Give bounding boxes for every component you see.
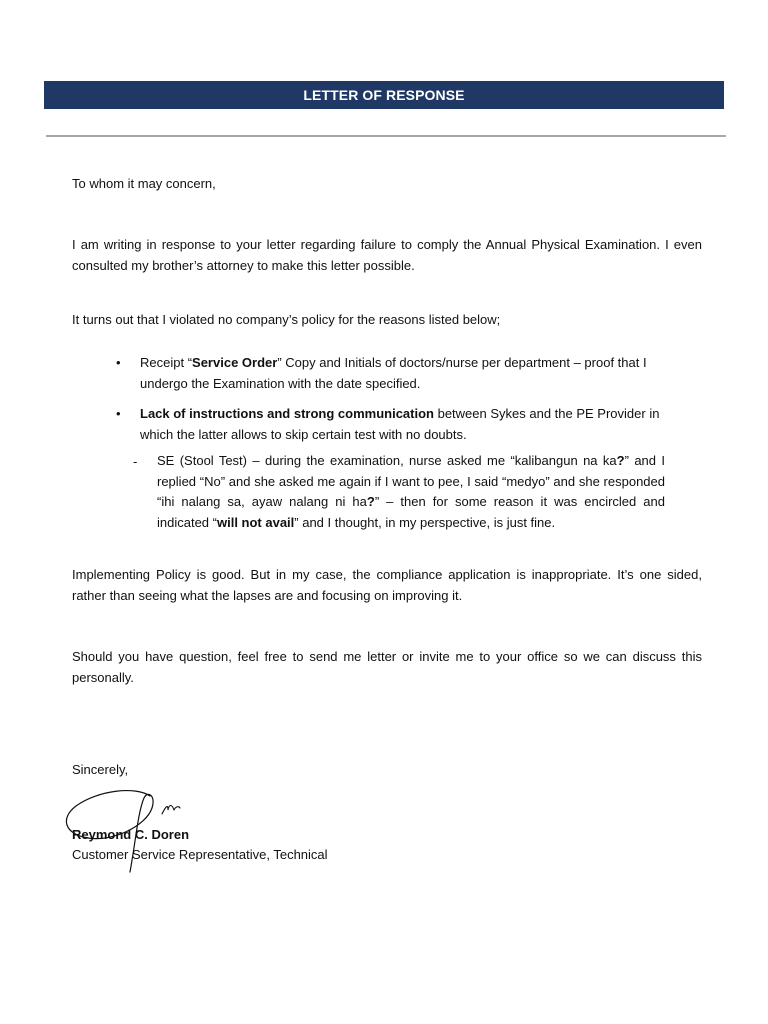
- paragraph-contact: Should you have question, feel free to send me letter or invite me to your office so we can discuss this personally.: [72, 649, 702, 685]
- closing: Sincerely,: [72, 762, 129, 777]
- subitem-part4: ” and I thought, in my perspective, is just fine.: [294, 514, 556, 530]
- bullet-marker: •: [116, 406, 121, 421]
- salutation: To whom it may concern,: [72, 176, 216, 191]
- signer-title: Customer Service Representative, Technical: [72, 847, 328, 862]
- subitem-bold: will not avail: [216, 514, 295, 530]
- paragraph-policy: Implementing Policy is good. But in my case, the compliance application is inappropriate. It’s one sided, rather than seeing what the lapses are and focusing on improving it.: [72, 567, 702, 603]
- bullet-receipt-post: ” Copy and Initials of doctors/nurse per department – proof that I undergo the Examination with the date specified.: [140, 355, 647, 391]
- bullet-communication: [140, 403, 666, 445]
- paragraph-reasons-lead: It turns out that I violated no company’s policy for the reasons listed below;: [72, 312, 501, 327]
- subitem-dash: -: [133, 454, 138, 469]
- bullet-receipt-pre: Receipt “: [140, 355, 193, 370]
- bullet-communication-post: between Sykes and the PE Provider in which the latter allows to skip certain test with no doubts.: [140, 406, 660, 442]
- subitem-part1: SE (Stool Test) – during the examination, nurse asked me “kalibangun na ka: [157, 453, 617, 468]
- subitem-stool-test: [157, 451, 665, 533]
- subitem-part3: ” – then for some reason it was encircled and indicated “: [157, 494, 665, 530]
- letter-title: LETTER OF RESPONSE: [303, 87, 465, 103]
- signer-name: Reymond C. Doren: [72, 827, 190, 842]
- bullet-receipt: [140, 352, 666, 394]
- subitem-q1: ?: [616, 453, 625, 468]
- bullet-receipt-bold: Service Order: [192, 355, 278, 370]
- subitem-part2: ” and I replied “No” and she asked me again if I want to pee, I said “medyo” and she responded “ihi nalang sa, ayaw nalang ni ha: [157, 453, 666, 509]
- paragraph-intro: I am writing in response to your letter regarding failure to comply the Annual Physical Examination. I even consulted my brother’s attorney to make this letter possible.: [72, 237, 702, 273]
- subitem-q2: ?: [366, 494, 375, 509]
- bullet-marker: •: [116, 355, 121, 370]
- header-divider: [46, 135, 726, 137]
- letter-title-bar: [44, 81, 724, 109]
- bullet-communication-bold: Lack of instructions and strong communication: [140, 406, 434, 421]
